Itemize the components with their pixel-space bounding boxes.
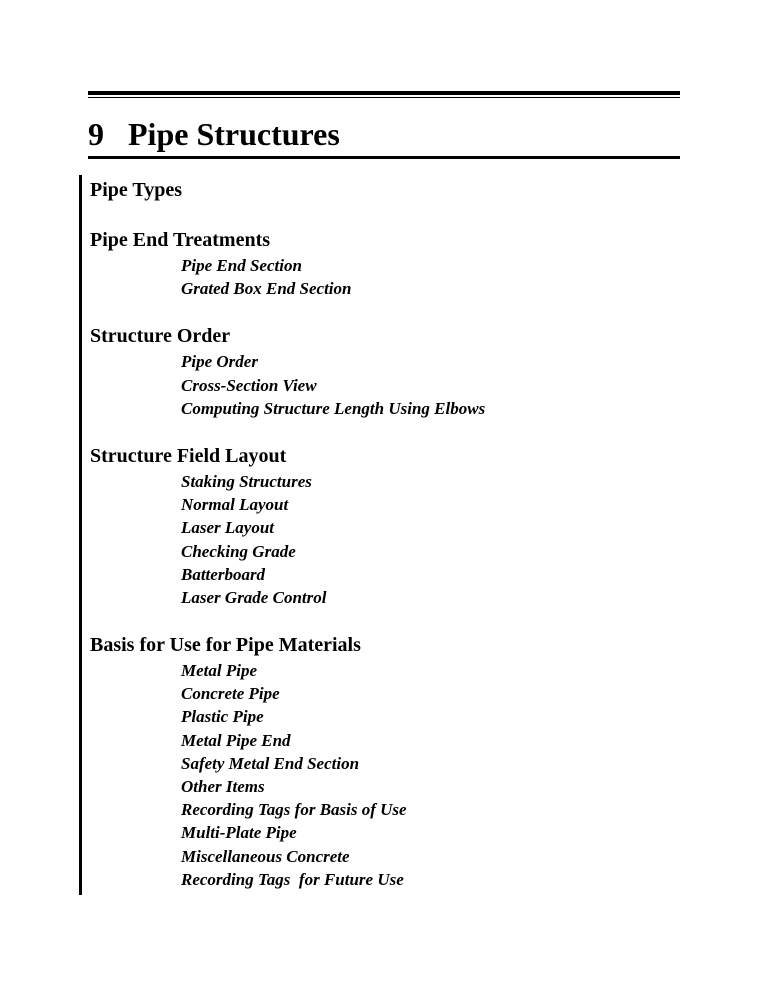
section-heading[interactable]: Structure Field Layout xyxy=(90,444,287,467)
toc-sub-item[interactable]: Safety Metal End Section xyxy=(181,753,360,773)
top-rule-thin xyxy=(88,97,680,98)
toc-sub-item[interactable]: Plastic Pipe xyxy=(181,707,264,727)
toc-section-basis-for-use xyxy=(90,631,680,891)
section-heading[interactable]: Pipe End Treatments xyxy=(90,229,271,251)
toc-sub-item[interactable]: Multi-Plate Pipe xyxy=(181,823,297,843)
toc-sub-item[interactable]: Recording Tags for Future Use xyxy=(181,869,404,889)
toc-sub-item[interactable]: Miscellaneous Concrete xyxy=(181,846,350,866)
toc-section-pipe-end-treatments xyxy=(90,226,680,300)
chapter-title xyxy=(88,114,340,154)
toc-sub-item[interactable]: Metal Pipe xyxy=(181,661,258,681)
toc-sub-item[interactable]: Pipe Order xyxy=(181,352,258,372)
toc-section-pipe-types xyxy=(90,176,680,204)
table-of-contents xyxy=(90,176,680,891)
toc-sub-item[interactable]: Batterboard xyxy=(181,564,266,584)
toc-sub-item[interactable]: Cross-Section View xyxy=(181,375,317,395)
toc-sub-item[interactable]: Other Items xyxy=(181,777,265,796)
toc-sub-item[interactable]: Recording Tags for Basis of Use xyxy=(181,800,407,820)
toc-sub-item[interactable]: Concrete Pipe xyxy=(181,684,280,704)
toc-sub-item[interactable]: Grated Box End Section xyxy=(181,279,352,299)
toc-section-structure-order xyxy=(90,322,680,420)
section-heading[interactable]: Structure Order xyxy=(90,325,231,348)
toc-sub-item[interactable]: Staking Structures xyxy=(181,471,312,491)
section-heading[interactable]: Basis for Use for Pipe Materials xyxy=(90,634,361,657)
chapter-number: 9 xyxy=(88,116,104,152)
toc-sub-item[interactable]: Metal Pipe End xyxy=(181,730,291,750)
toc-sub-item[interactable]: Normal Layout xyxy=(181,495,289,515)
toc-sub-item[interactable]: Laser Layout xyxy=(181,518,275,538)
toc-sub-item[interactable]: Laser Grade Control xyxy=(181,587,327,607)
chapter-title-text: Pipe Structures xyxy=(128,116,340,152)
top-rule-thick xyxy=(88,91,680,95)
title-underline xyxy=(88,156,680,159)
change-bar xyxy=(79,175,82,895)
toc-sub-item[interactable]: Checking Grade xyxy=(181,541,296,561)
toc-sub-item[interactable]: Pipe End Section xyxy=(181,256,302,275)
section-heading[interactable]: Pipe Types xyxy=(90,179,183,201)
toc-section-structure-field-layout xyxy=(90,442,680,609)
toc-sub-item[interactable]: Computing Structure Length Using Elbows xyxy=(181,398,486,418)
